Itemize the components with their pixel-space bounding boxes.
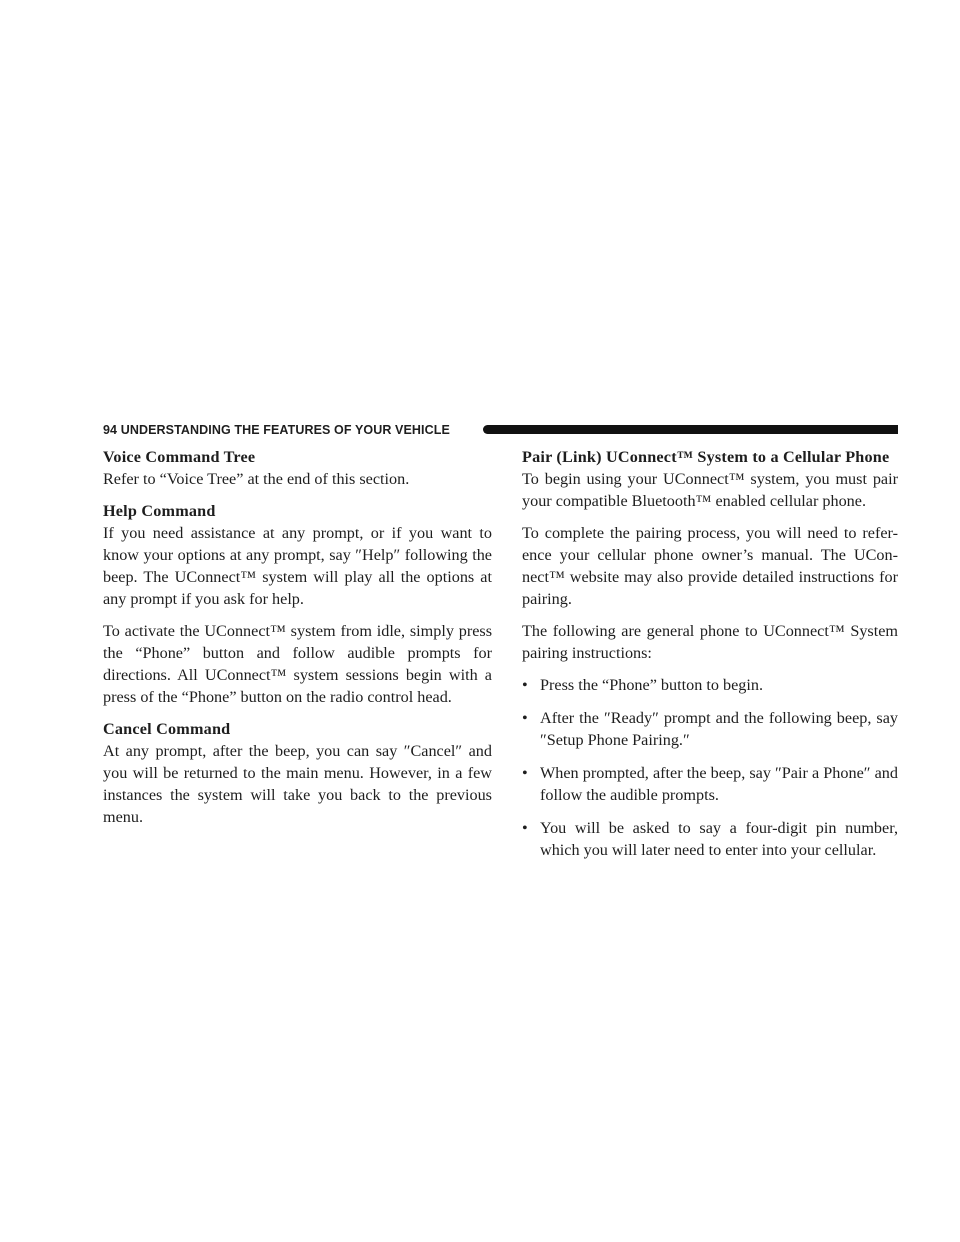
list-item-text: Press the “Phone” button to begin. (540, 676, 763, 694)
left-column (103, 446, 492, 838)
pair-phone-heading: Pair (Link) UConnect™ System to a Cellular Phone (522, 448, 890, 466)
list-item (522, 674, 898, 696)
page-number: 94 (103, 423, 118, 437)
bullet-icon: • (522, 676, 528, 694)
list-item-text: After the ″Ready″ prompt and the following beep, say ″Setup Phone Pairing.″ (540, 709, 898, 749)
voice-command-tree-heading: Voice Command Tree (103, 448, 256, 466)
help-command-heading: Help Command (103, 502, 216, 520)
list-item (522, 762, 898, 806)
pair-intro-text: To begin using your UConnect™ system, you must pair your compatible Bluetooth™ enabled cellular phone. (522, 470, 898, 510)
pairing-process-text: To complete the pairing process, you will need to refer- ence your cellular phone owner’s manual. The UCon- nect™ website may also provide detailed instructions for pairing. (522, 524, 898, 608)
running-head (103, 421, 450, 439)
bullet-icon: • (522, 819, 528, 837)
voice-command-tree-text: Refer to “Voice Tree” at the end of this section. (103, 470, 410, 488)
activate-system-text: To activate the UConnect™ system from idle, simply press the “Phone” button and follow audible prompts for directions. All UConnect™ system sessions begin with a press of the “Phone” button on the radio control head. (103, 622, 492, 706)
list-item-text: When prompted, after the beep, say ″Pair a Phone″ and follow the audible prompts. (540, 764, 898, 804)
header-rule (483, 425, 898, 434)
list-item-text: You will be asked to say a four-digit pin number, which you will later need to enter into your cellular. (540, 819, 898, 859)
right-column (522, 446, 898, 872)
pairing-steps-list (522, 674, 898, 861)
cancel-command-text: At any prompt, after the beep, you can say ″Cancel″ and you will be returned to the main menu. However, in a few instances the system will take you back to the previous menu. (103, 742, 492, 826)
list-item (522, 707, 898, 751)
list-item (522, 817, 898, 861)
section-title: UNDERSTANDING THE FEATURES OF YOUR VEHICLE (120, 423, 450, 437)
bullet-icon: • (522, 764, 528, 782)
cancel-command-heading: Cancel Command (103, 720, 231, 738)
page-header (103, 421, 898, 439)
help-command-text: If you need assistance at any prompt, or if you want to know your options at any prompt, say ″Help″ following the beep. The UConnect™ system will play all the options at any prompt if you ask for help. (103, 524, 492, 608)
bullet-icon: • (522, 709, 528, 727)
pairing-instructions-intro: The following are general phone to UConnect™ System pairing instructions: (522, 622, 898, 662)
